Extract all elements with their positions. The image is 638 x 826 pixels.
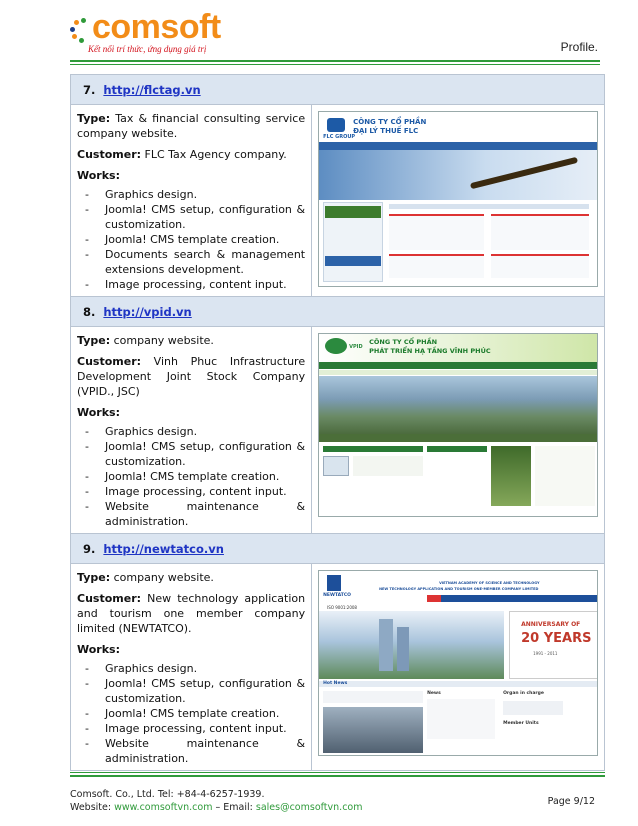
newtatco-banner-line-1: VIETNAM ACADEMY OF SCIENCE AND TECHNOLOGY (439, 581, 540, 585)
footer-website-link[interactable]: www.comsoftvn.com (114, 802, 213, 813)
page-header (0, 0, 638, 62)
projects-table (70, 74, 605, 771)
project-header (71, 297, 604, 327)
news-photo-image (323, 707, 423, 753)
building-image (319, 611, 504, 679)
work-item: - Website maintenance & administration. (77, 736, 305, 766)
type-value: company website. (113, 334, 214, 347)
work-item: - Graphics design. (77, 187, 305, 202)
news-box-label: News (427, 691, 441, 696)
type-label: Type: (77, 334, 111, 347)
newtatco-iso-label: ISO 9001:2008 (327, 605, 357, 610)
customer-value: FLC Tax Agency company. (144, 148, 287, 161)
work-item: - Image processing, content input. (77, 721, 305, 736)
footer-company: Comsoft. Co., Ltd. Tel: +84-4-6257-1939. (70, 789, 265, 800)
project-screenshot-cell (312, 105, 604, 296)
anniversary-line-2: 20 YEARS (521, 631, 592, 646)
work-item: - Documents search & management extensions development. (77, 247, 305, 277)
section-label: Profile. (560, 40, 598, 54)
footer-website-label: Website: (70, 802, 112, 813)
header-rule (70, 60, 600, 62)
footer-separator: – Email: (215, 802, 253, 813)
work-item: - Graphics design. (77, 424, 305, 439)
footer-email-link[interactable]: sales@comsoftvn.com (255, 802, 363, 813)
project-link[interactable]: http://flctag.vn (103, 82, 201, 97)
project-number: 7. (83, 82, 96, 97)
project-description (71, 105, 312, 296)
project-screenshot-cell (312, 327, 604, 533)
type-value: Tax & financial consulting service company website. (77, 112, 306, 140)
member-label: Member Units (503, 721, 539, 726)
works-list (77, 661, 305, 766)
page-footer (70, 772, 605, 813)
footer-rule (70, 775, 605, 777)
work-item: - Joomla! CMS setup, configuration & customization. (77, 676, 305, 706)
customer-label: Customer: (77, 148, 142, 161)
footer-rule-thin (70, 772, 605, 773)
vpid-logo-icon (325, 338, 347, 354)
flc-logo-icon (327, 118, 345, 132)
type-label: Type: (77, 571, 111, 584)
flc-company-name-1: CÔNG TY CỔ PHẦN (353, 118, 427, 126)
work-item: - Image processing, content input. (77, 484, 305, 499)
logo-tagline: Kết nối trí thức, ứng dụng giá trị (88, 44, 207, 54)
customer-label: Customer: (77, 355, 142, 368)
hot-news-label: Hot News (323, 681, 348, 686)
project-description (71, 327, 312, 533)
project-row (71, 105, 604, 297)
type-label: Type: (77, 112, 111, 125)
logo-wordmark: comsoft (92, 8, 221, 46)
work-item: - Joomla! CMS setup, configuration & customization. (77, 439, 305, 469)
flc-group-label: FLC GROUP (323, 134, 356, 140)
project-link[interactable]: http://vpid.vn (103, 304, 192, 319)
works-label: Works: (77, 406, 120, 419)
project-number: 8. (83, 304, 96, 319)
works-label: Works: (77, 643, 120, 656)
footer-contact (70, 788, 363, 814)
header-rule-thin (70, 64, 600, 65)
anniversary-line-1: ANNIVERSARY OF (521, 621, 581, 628)
flc-company-name-2: ĐẠI LÝ THUẾ FLC (353, 127, 419, 135)
project-row (71, 327, 604, 534)
work-item: - Joomla! CMS template creation. (77, 706, 305, 721)
work-item: - Joomla! CMS setup, configuration & customization. (77, 202, 305, 232)
works-list (77, 424, 305, 529)
work-item: - Website maintenance & administration. (77, 499, 305, 529)
project-number: 9. (83, 541, 96, 556)
newtatco-banner-line-2: NEW TECHNOLOGY APPLICATION AND TOURISM ONE-MEMBER COMPANY LIMITED (379, 587, 539, 591)
anniversary-years: 1991 - 2011 (533, 651, 558, 656)
work-item: - Joomla! CMS template creation. (77, 469, 305, 484)
newtatco-logo-icon (327, 575, 341, 591)
customer-value: Vinh Phuc Infrastructure Development Joint Stock Company (VPID., JSC) (77, 355, 306, 398)
project-screenshot-cell (312, 564, 604, 770)
project-row (71, 564, 604, 770)
project-header (71, 75, 604, 105)
page-number: Page 9/12 (547, 796, 595, 807)
vpid-logo-label: VPID (349, 344, 363, 350)
vpid-company-name-1: CÔNG TY CỔ PHẦN (369, 338, 438, 346)
work-item: - Joomla! CMS template creation. (77, 232, 305, 247)
newtatco-website-screenshot (318, 570, 598, 756)
organ-label: Organ in charge (503, 691, 544, 696)
project-header (71, 534, 604, 564)
works-label: Works: (77, 169, 120, 182)
works-list (77, 187, 305, 292)
newtatco-logo-label: NEWTATCO (323, 593, 351, 598)
comsoft-logo[interactable] (70, 10, 220, 56)
work-item: - Graphics design. (77, 661, 305, 676)
vpid-website-screenshot (318, 333, 598, 517)
customer-label: Customer: (77, 592, 142, 605)
work-item: - Image processing, content input. (77, 277, 305, 292)
flc-website-screenshot (318, 111, 598, 287)
type-value: company website. (113, 571, 214, 584)
city-aerial-image (319, 376, 597, 434)
project-link[interactable]: http://newtatco.vn (103, 541, 224, 556)
vpid-company-name-2: PHÁT TRIỂN HẠ TẦNG VĨNH PHÚC (369, 347, 491, 355)
customer-value: New technology application and tourism one member company limited (NEWTATCO). (77, 592, 306, 635)
project-description (71, 564, 312, 770)
